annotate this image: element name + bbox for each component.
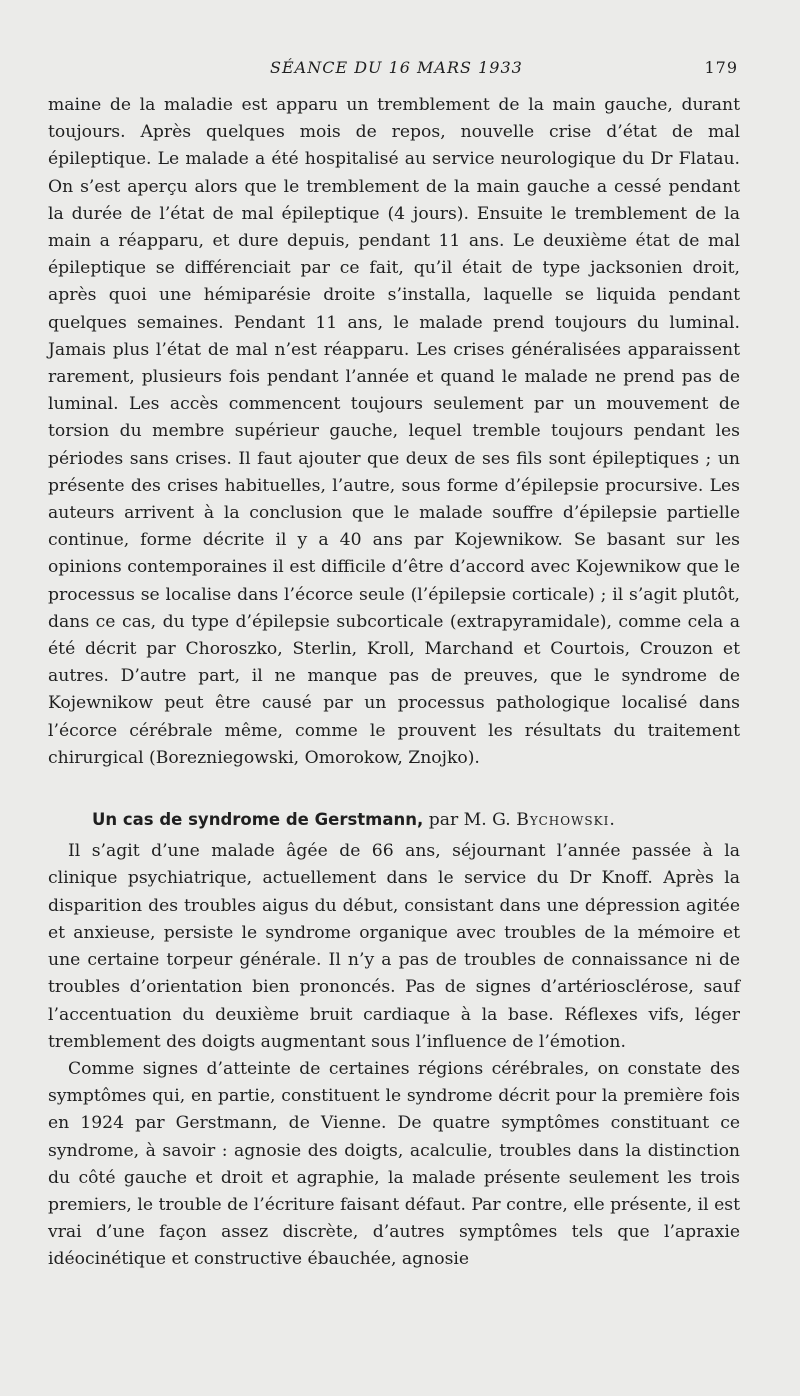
paragraph-case-description: Il s’agit d’une malade âgée de 66 ans, séjournant l’année passée à la clinique psychiatrique, actuellement dans le service du Dr Knoff. Après la disparition des troubles aigus du début, consistant dans une dépression agitée et anxieuse, persiste le syndrome organique avec troubles de la mémoire et une certaine torpeur générale. Il n’y a pas de troubles de connaissance ni de troubles d’orientation bien prononcés. Pas de signes d’artériosclérose, sauf l’accentuation du deuxième bruit cardiaque à la base. Réflexes vifs, léger tremblement des doigts augmentant sous l’influence de l’émotion. — [48, 841, 740, 1052]
section-title: Un cas de syndrome de Gerstmann, — [92, 810, 424, 830]
paragraph-continued: maine de la maladie est apparu un tremblement de la main gauche, durant toujours. Après quelques mois de repos, nouvelle crise d’état de mal épileptique. Le malade a été hospitalisé au service neurologique du Dr Flatau. On s’est aperçu alors que le tremblement de la main gauche a cessé pendant la durée de l’état de mal épileptique (4 jours). Ensuite le tremblement de la main a réapparu, et dure depuis, pendant 11 ans. Le deuxième état de mal épileptique se différenciait par ce fait, qu’il était de type jacksonien droit, après quoi une hémiparésie droite s’installa, laquelle se liquida pendant quelques semaines. Pendant 11 ans, le malade prend toujours du luminal. Jamais plus l’état de mal n’est réapparu. Les crises généralisées apparaissent rarement, plusieurs fois pendant l’année et quand le malade ne prend pas de luminal. Les accès commencent toujours seulement par un mouvement de torsion du membre supérieur gauche, lequel tremble toujours pendant les périodes sans crises. Il faut ajouter que deux de ses fils sont épileptiques ; un présente des crises habituelles, l’autre, sous forme d’épilepsie procursive. Les auteurs arrivent à la conclusion que le malade souffre d’épilepsie partielle continue, forme décrite il y a 40 ans par Kojewnikow. Se basant sur les opinions contemporaines il est difficile d’être d’accord avec Kojewnikow que le processus se localise dans l’écorce seule (l’épilepsie corticale) ; il s’agit plutôt, dans ce cas, du type d’épilepsie subcorticale (extrapyramidale), comme cela a été décrit par Choroszko, Sterlin, Kroll, Marchand et Courtois, Crouzon et autres. D’autre part, il ne manque pas de preuves, que le syndrome de Kojewnikow peut être causé par un processus pathologique localisé dans l’écorce cérébrale même, comme le prouvent les résultats du traitement chirurgical (Borezniegowski, Omorokow, Znojko). — [48, 95, 740, 768]
body-text — [48, 92, 740, 1274]
section-byline: par M. G. — [423, 810, 517, 831]
section-heading — [48, 806, 740, 834]
page-number: 179 — [704, 58, 738, 77]
running-title: SÉANCE DU 16 MARS 1933 — [270, 58, 523, 77]
section-author: Bychowski. — [516, 810, 616, 831]
paragraph-symptoms: Comme signes d’atteinte de certaines régions cérébrales, on constate des symptômes qui, en partie, constituent le syndrome décrit pour la première fois en 1924 par Gerstmann, de Vienne. De quatre symptômes constituant ce syndrome, à savoir : agnosie des doigts, acalculie, troubles dans la distinction du côté gauche et droit et agraphie, la malade présente seulement les trois premiers, le trouble de l’écriture faisant défaut. Par contre, elle présente, il est vrai d’une façon assez discrète, d’autres symptômes tels que l’apraxie idéocinétique et constructive ébauchée, agnosie — [48, 1058, 740, 1270]
page-header — [48, 58, 740, 84]
